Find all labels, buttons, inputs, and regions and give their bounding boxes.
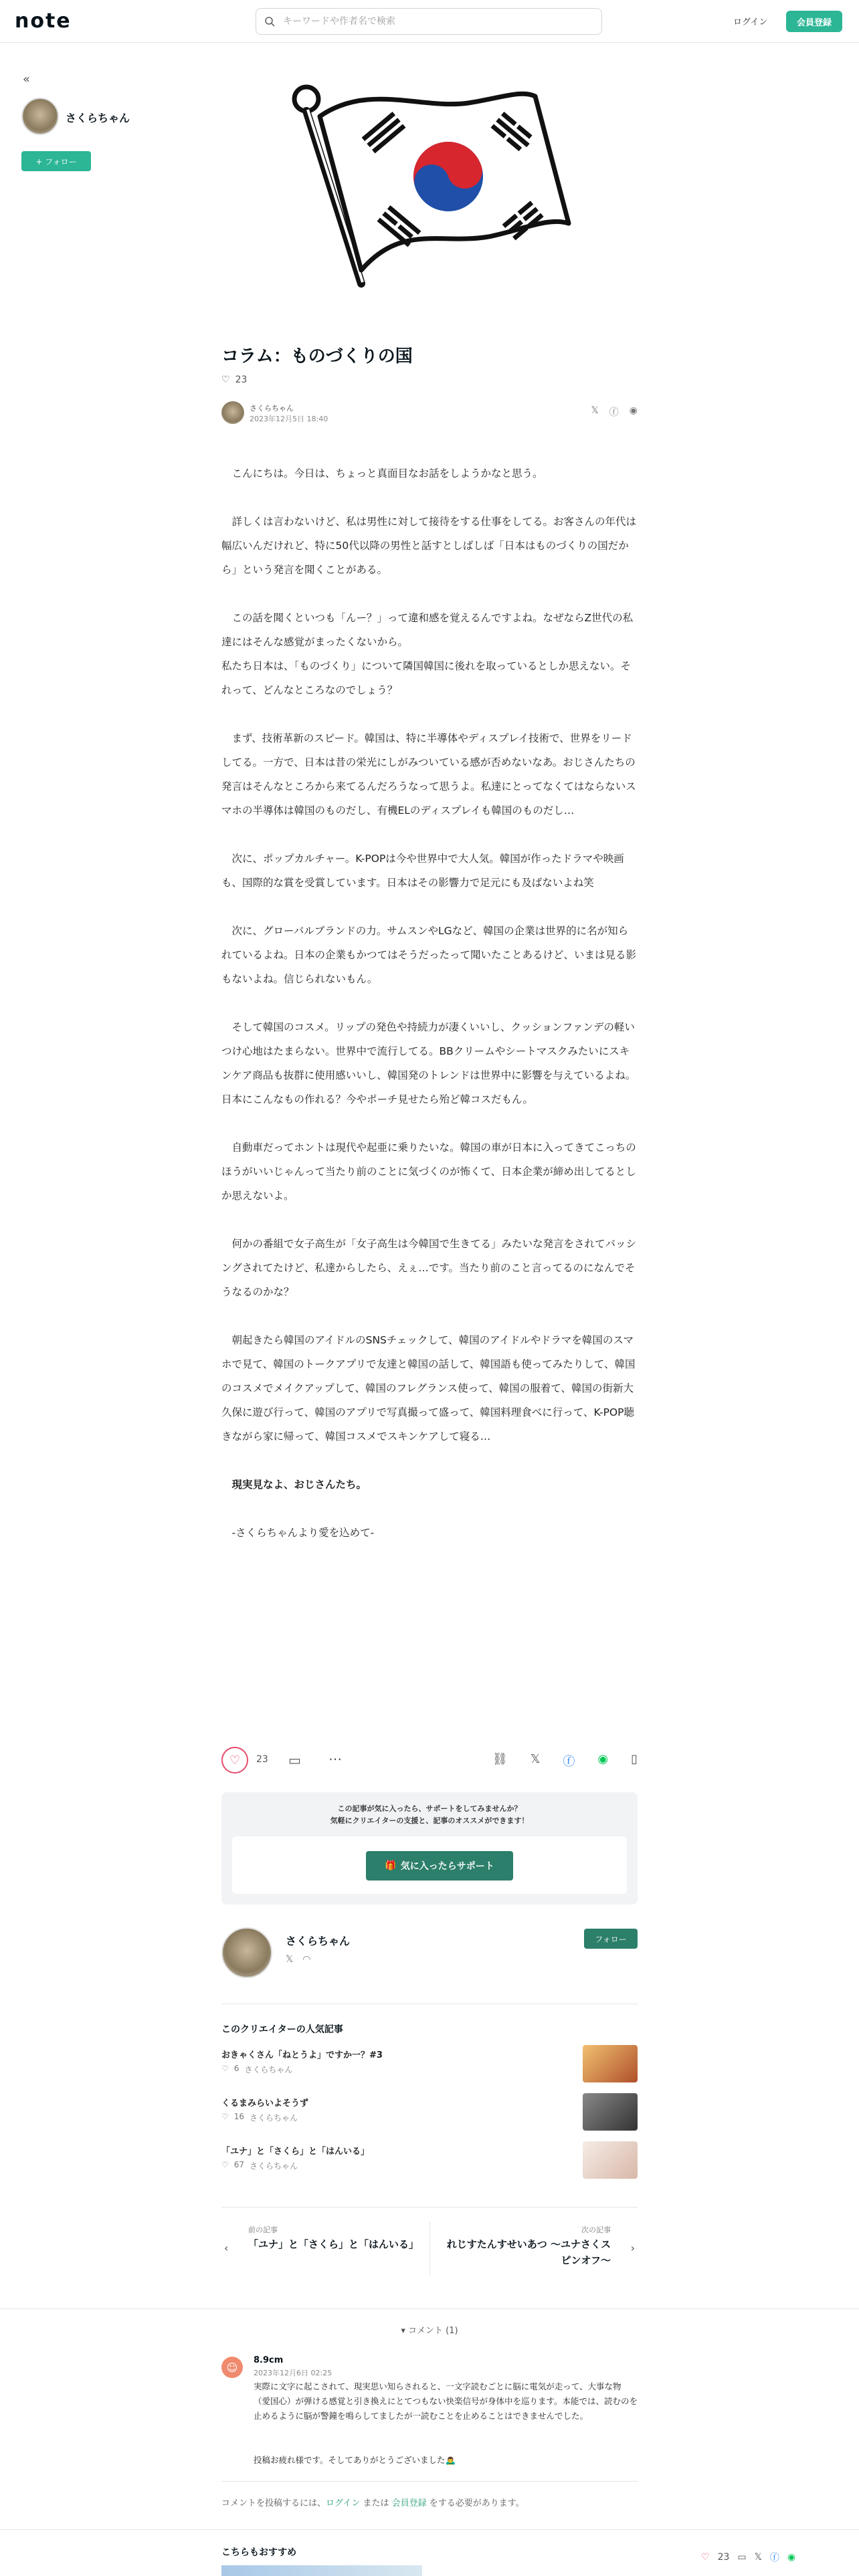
popular-item[interactable] (221, 2141, 638, 2179)
line-share-icon[interactable]: ◉ (597, 1752, 609, 1766)
site-header (0, 0, 859, 43)
paragraph: この話を聞くといつも「んー？」って違和感を覚えるんですよね。なぜならZ世代の私達にはそんな感覚がまったくないから。 私たち日本は、「ものづくり」について隣国韓国に後れを取っているとしか思えない。それって、どんなところなのでしょう？ (221, 612, 634, 696)
like-count: 16 (233, 2112, 245, 2121)
like-count: 23 (256, 1754, 268, 1765)
login-link[interactable]: ログイン (733, 17, 768, 27)
signoff: -さくらちゃんより愛を込めて- (231, 1527, 375, 1539)
article-pager (221, 2222, 638, 2275)
popular-item[interactable] (221, 2093, 638, 2131)
author-name[interactable]: さくらちゃん (250, 404, 294, 413)
publish-date: 2023年12月5日 18:40 (250, 415, 328, 423)
paragraph: 次に、グローバルブランドの力。サムスンやLGなど、韓国の企業は世界的に名が知られているよね。日本の企業もかつてはそうだったって聞いたことあるけど、いまは見る影もないよね。信じられないもん。 (221, 925, 637, 985)
link-copy-icon[interactable]: ⛓ (492, 1752, 508, 1766)
note-logo[interactable]: note (15, 9, 72, 33)
like-count: 23 (235, 374, 248, 385)
paragraph: そして韓国のコスメ。リップの発色や持続力が凄くいいし、クッションファンデの軽いつけ心地はたまらない。世界中で流行してる。BBクリームやシートマスクみたいにスキンケア商品も抜群に使用感いいし、韓国発のトレンドは世界中に影響を与えているよね。日本にこんなもの作れる？今やポーチ見せたら殆ど韓コスだもん。 (221, 1021, 636, 1105)
prev-label: 前の記事 (248, 2226, 278, 2234)
popular-meta (221, 2064, 292, 2075)
commenter-avatar[interactable]: ☺ (221, 2357, 243, 2378)
popular-meta (221, 2160, 298, 2171)
next-article-link[interactable]: れじすたんすせいあつ 〜ユナさくスピンオフ〜 (446, 2238, 611, 2266)
follow-button[interactable]: + フォロー (21, 151, 91, 171)
popular-thumbnail[interactable] (583, 2045, 638, 2082)
comment-icon[interactable]: ▭ (288, 1752, 301, 1768)
creator-avatar[interactable] (221, 1927, 272, 1978)
heart-icon: ♡ (221, 374, 230, 385)
hero-image-korean-flag (268, 70, 591, 297)
note-text: コメントを投稿するには、 (221, 2498, 326, 2508)
more-icon[interactable]: ⋯ (328, 1751, 342, 1767)
share-buttons-top (591, 405, 638, 419)
gift-icon: 🎁 (385, 1860, 397, 1871)
popular-meta (221, 2112, 298, 2123)
author-name: さくらちゃん (250, 2113, 298, 2123)
creator-social (286, 1954, 311, 1965)
popular-thumbnail[interactable] (583, 2141, 638, 2179)
comment-icon[interactable]: ▭ (737, 2552, 747, 2563)
note-text: または (360, 2498, 392, 2508)
paragraph: 何かの番組で女子高生が「女子高生は今韓国で生きてる」みたいな発言をされてバッシングされてたけど、私達からしたら、えぇ…です。当たり前のこと言ってるのになんでそうなるのかな？ (221, 1238, 637, 1298)
floating-action-bar (701, 2544, 859, 2571)
article-likes[interactable] (221, 374, 247, 385)
support-box (221, 1792, 638, 1905)
x-icon[interactable]: 𝕏 (286, 1954, 294, 1965)
prev-article-link[interactable]: 「ユナ」と「さくら」と「はんいる」 (248, 2238, 419, 2250)
creator-avatar[interactable] (21, 98, 59, 135)
divider (221, 2207, 638, 2208)
divider (221, 2481, 638, 2482)
search-box[interactable] (256, 8, 602, 35)
x-share-icon[interactable]: 𝕏 (530, 1752, 541, 1766)
search-input[interactable] (283, 9, 591, 34)
signup-link[interactable]: 会員登録 (391, 2498, 427, 2508)
like-count: 6 (233, 2064, 240, 2073)
facebook-share-icon[interactable]: ⓕ (769, 2553, 779, 2563)
article-body (221, 461, 638, 1569)
closing-line: 現実見なよ、おじさんたち。 (231, 1479, 367, 1491)
heart-icon: ♡ (229, 1753, 241, 1767)
line-share-icon[interactable]: ◉ (787, 2552, 796, 2563)
popular-title[interactable]: おきゃくさん「ねとうよ」ですか一？#3 (221, 2050, 383, 2060)
x-share-icon[interactable]: 𝕏 (754, 2552, 762, 2563)
chevron-left-icon[interactable]: ‹ (224, 2242, 229, 2254)
support-inner (232, 1836, 627, 1894)
creator-name[interactable]: さくらちゃん (66, 112, 130, 124)
heart-icon[interactable]: ♡ (701, 2552, 710, 2563)
heart-icon: ♡ (221, 2112, 229, 2121)
article-title: コラム：ものづくりの国 (221, 346, 413, 366)
author-name: さくらちゃん (244, 2065, 293, 2074)
comment-toggle-label: コメント (1) (408, 2326, 458, 2336)
paragraph: 次に、ポップカルチャー。K-POPは今や世界中で大人気。韓国が作ったドラマや映画も、国際的な賞を受賞しています。日本はその影響力で足元にも及ばないよね笑 (221, 853, 624, 889)
support-text: この記事が気に入ったら、サポートをしてみませんか？ (337, 1804, 522, 1813)
byline (221, 400, 638, 427)
creator-card (221, 1927, 638, 1981)
support-subtext: 気軽にクリエイターの支援と、記事のオススメができます！ (330, 1816, 529, 1825)
signup-button[interactable]: 会員登録 (786, 11, 842, 32)
facebook-share-icon[interactable]: ⓕ (563, 1755, 575, 1769)
note-text: をする必要があります。 (426, 2498, 524, 2508)
like-button[interactable] (221, 1747, 248, 1774)
paragraph: 朝起きたら韓国のアイドルのSNSチェックして、韓国のアイドルやドラマを韓国のスマホで見て、韓国のトークアプリで友達と韓国の話して、韓国語も使ってみたりして、韓国のコスメでメイクアップして、韓国のフレグランス使って、韓国の服着て、韓国の街新大久保に遊び行って、韓国のアプリで写真撮って盛って、韓国料理食べに行って、K-POP聴きながら家に帰って、韓国コスメでスキンケアして寝る… (221, 1334, 636, 1442)
support-button[interactable] (366, 1851, 513, 1881)
paragraph: 自動車だってホントは現代や起亜に乗りたいな。韓国の車が日本に入ってきてこっちのほうがいいじゃんって当たり前のことに気づくのが怖くて、日本企業が締め出してるとしか思えないよ。 (221, 1142, 636, 1202)
login-link[interactable]: ログイン (326, 2498, 361, 2508)
search-icon (264, 16, 275, 27)
recommend-heading: こちらもおすすめ (221, 2547, 297, 2558)
collapse-sidebar-icon[interactable]: « (23, 72, 31, 86)
comment-text: 投稿お疲れ様です。そしてありがとうございました🙇‍♂️ (254, 2455, 456, 2465)
follow-button[interactable]: フォロー (584, 1929, 638, 1949)
line-share-icon[interactable]: ◉ (629, 405, 638, 416)
like-count: 67 (233, 2160, 245, 2169)
chevron-right-icon[interactable]: › (630, 2242, 635, 2254)
x-share-icon[interactable]: 𝕏 (591, 405, 599, 416)
paragraph: こんにちは。今日は、ちょっと真面目なお話をしようかなと思う。 (231, 467, 543, 479)
popular-thumbnail[interactable] (583, 2093, 638, 2131)
reaction-bar (221, 1747, 638, 1776)
popular-item[interactable] (221, 2045, 638, 2082)
author-name: さくらちゃん (250, 2161, 298, 2171)
comment-toggle[interactable]: ▾ コメント (1) (401, 2326, 458, 2336)
paragraph: まず、技術革新のスピード。韓国は、特に半導体やディスプレイ技術で、世界をリードしてる。一方で、日本は昔の栄光にしがみついている感が否めないなあ。おじさんたちの発言はそんなところから来てるんだろうなって思うよ。私達にとってなくてはならないスマホの半導体は韓国のものだし、有機ELのディスプレイも韓国のものだし… (221, 732, 636, 817)
commenter-name[interactable]: 8.9cm (254, 2355, 284, 2365)
popular-title[interactable]: 「ユナ」と「さくら」と「はんいる」 (221, 2147, 370, 2157)
bookmark-icon[interactable]: ▯ (631, 1752, 638, 1766)
divider (0, 2529, 859, 2530)
support-button-label: 気に入ったらサポート (400, 1861, 494, 1872)
comment-text: 実際に文字に起こされて、現実思い知らされると、一文字読むごとに脳に電気が走って、大事な物（愛国心）が弾ける感覚と引き換えにとてつもない快楽信号が身体中を巡ります。本能では、読むのを止めるように脳が警鐘を鳴らしてましたが一読むことを止めることはできませんでした。 (254, 2381, 638, 2421)
popular-heading: このクリエイターの人気記事 (221, 2024, 343, 2035)
next-label: 次の記事 (581, 2226, 611, 2234)
heart-icon: ♡ (221, 2064, 229, 2073)
creator-name[interactable]: さくらちゃん (286, 1935, 351, 1947)
facebook-share-icon[interactable]: ⓕ (609, 407, 619, 418)
rss-icon[interactable]: ◠ (302, 1954, 311, 1965)
paragraph: 詳しくは言わないけど、私は男性に対して接待をする仕事をしてる。お客さんの年代は幅広いんだけれど、特に50代以降の男性と話すとしばしば「日本はものづくりの国だから」という発言を聞くことがある。 (221, 516, 637, 576)
author-avatar[interactable] (221, 401, 244, 424)
comment-login-note (221, 2496, 524, 2508)
share-buttons (492, 1752, 638, 1769)
recommend-thumbnail[interactable] (221, 2565, 422, 2576)
comment-date: 2023年12月6日 02:25 (254, 2369, 332, 2377)
popular-title[interactable]: くるまみらいよそうず (221, 2099, 309, 2109)
like-count: 23 (717, 2552, 730, 2563)
heart-icon: ♡ (221, 2160, 229, 2169)
